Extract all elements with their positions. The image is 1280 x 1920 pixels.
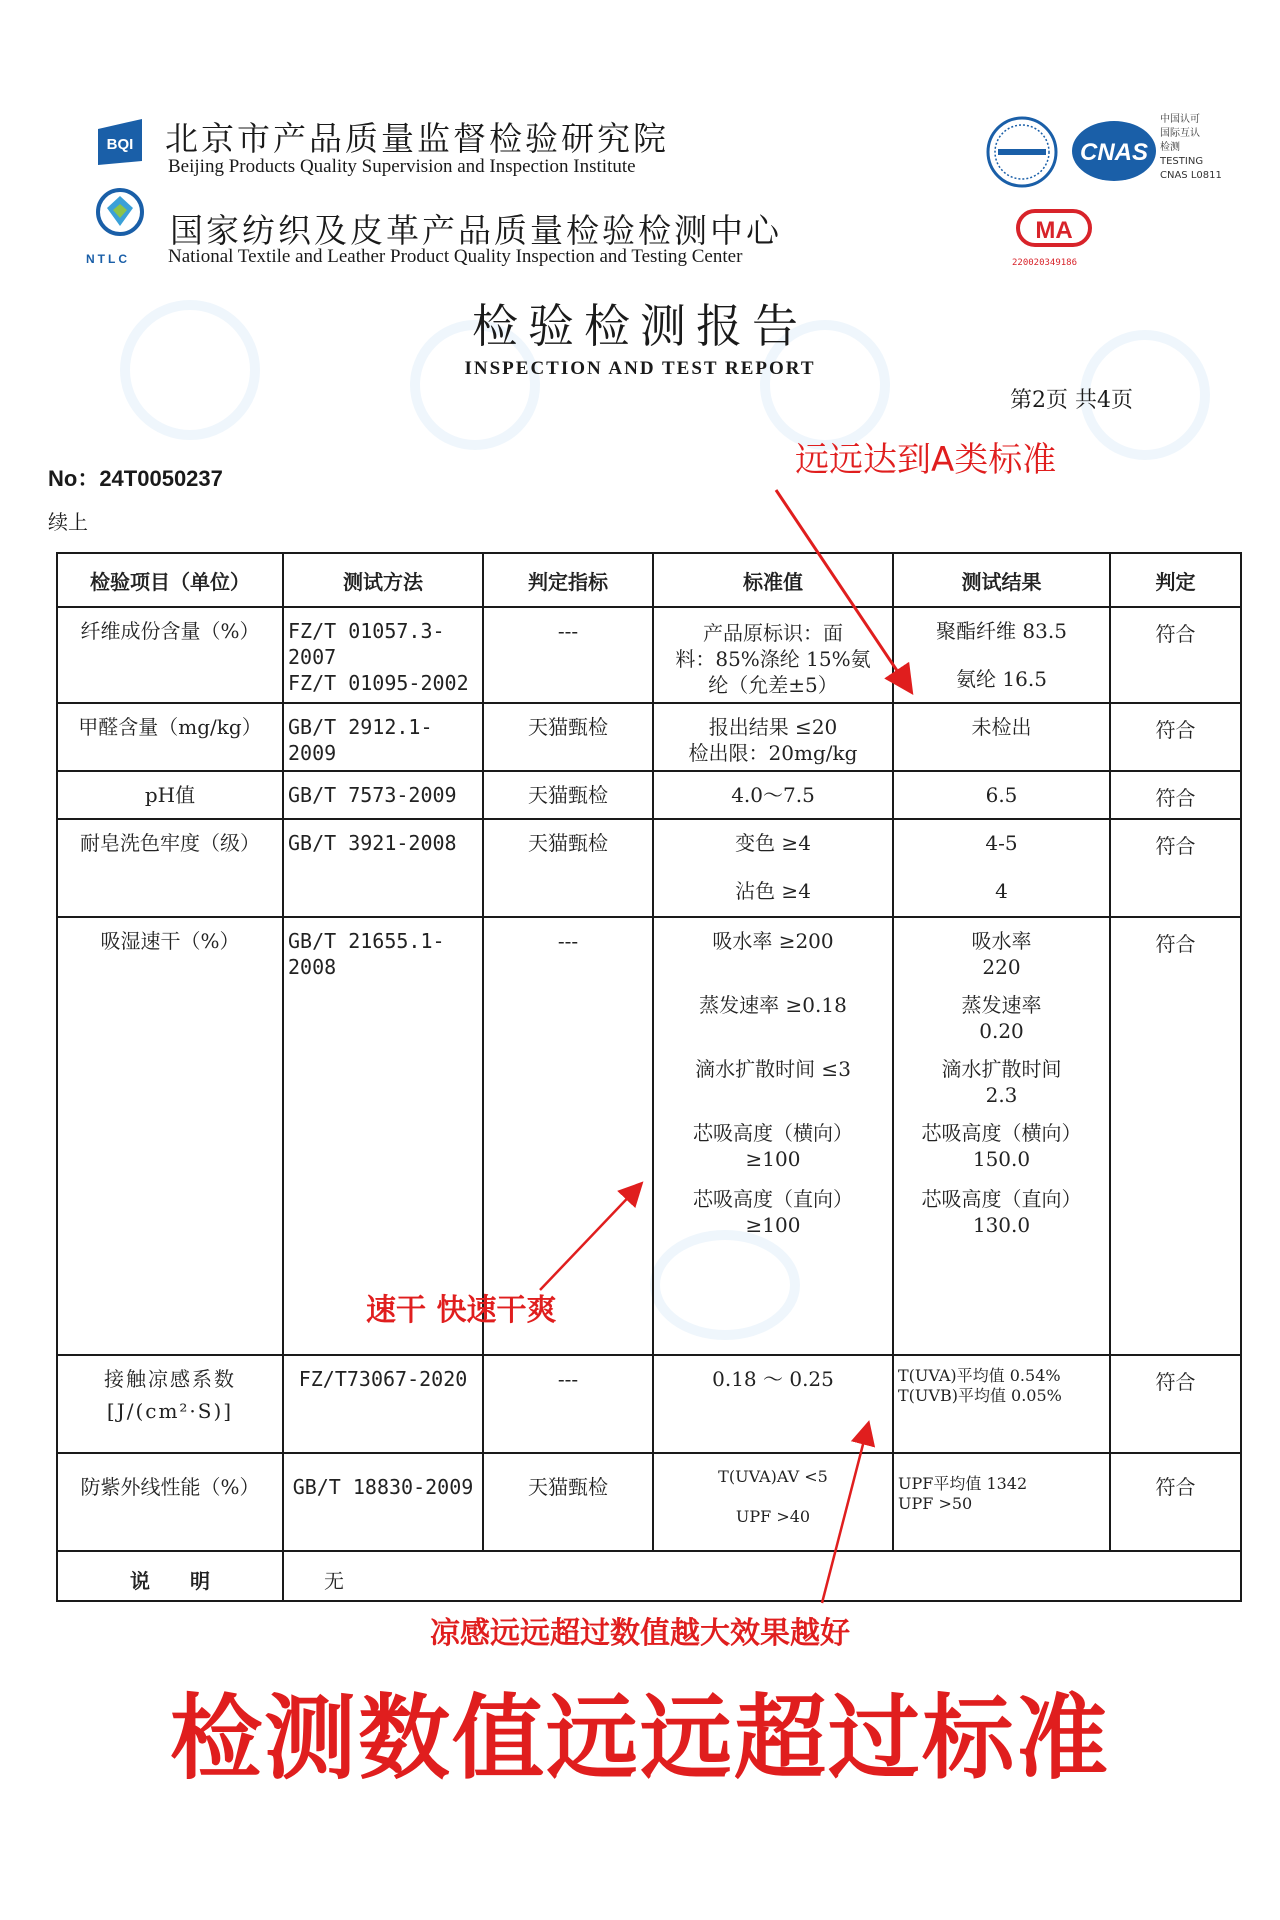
- standard-cell: 4.0～7.5: [653, 771, 893, 819]
- arrow-cooling: [822, 1425, 868, 1603]
- item-cell: 防紫外线性能（%）: [57, 1453, 283, 1551]
- cnas-side-line: 检测: [1160, 142, 1180, 153]
- column-header: 检验项目（单位）: [57, 553, 283, 607]
- column-header: 判定指标: [483, 553, 653, 607]
- verdict-cell: 符合: [1110, 1355, 1241, 1453]
- verdict-cell: 符合: [1110, 917, 1241, 1355]
- report-subtitle: INSPECTION AND TEST REPORT: [464, 358, 816, 379]
- continued-label: 续上: [48, 510, 88, 534]
- standard-cell: 0.18 ～ 0.25: [653, 1355, 893, 1453]
- standard-cell: 变色 ≥4 沾色 ≥4: [653, 819, 893, 917]
- result-cell: 6.5: [893, 771, 1110, 819]
- cnas-side-line: CNAS L0811: [1160, 170, 1222, 181]
- indicator-cell: 天猫甄检: [483, 1453, 653, 1551]
- item-cell: 吸湿速干（%）: [57, 917, 283, 1355]
- center-name-cn: 国家纺织及皮革产品质量检验检测中心: [170, 211, 782, 250]
- result-cell: T(UVA)平均值 0.54% T(UVB)平均值 0.05%: [893, 1355, 1110, 1453]
- standard-cell: 吸水率 ≥200 蒸发速率 ≥0.18 滴水扩散时间 ≤3 芯吸高度（横向） ≥100 芯吸高度（直向） ≥100: [653, 917, 893, 1355]
- result-cell: UPF平均值 1342 UPF >50: [893, 1453, 1110, 1551]
- item-cell: pH值: [57, 771, 283, 819]
- column-header: 标准值: [653, 553, 893, 607]
- center-name-en: National Textile and Leather Product Quality Inspection and Testing Center: [168, 246, 743, 267]
- standard-cell: 报出结果 ≤20 检出限：20mg/kg: [653, 703, 893, 771]
- item-cell: 甲醛含量（mg/kg）: [57, 703, 283, 771]
- indicator-cell: ---: [483, 1355, 653, 1453]
- verdict-cell: 符合: [1110, 607, 1241, 703]
- headline-annotation: 检测数值远远超过标准: [169, 1685, 1110, 1792]
- method-cell: GB/T 3921-2008: [283, 819, 483, 917]
- item-cell: 接触凉感系数 [J/(cm²·S)]: [57, 1355, 283, 1453]
- svg-text:MA: MA: [1035, 217, 1073, 244]
- indicator-cell: 天猫甄检: [483, 771, 653, 819]
- institute-name-cn: 北京市产品质量监督检验研究院: [165, 119, 669, 158]
- indicator-cell: 天猫甄检: [483, 703, 653, 771]
- note-label: 说 明: [57, 1551, 283, 1601]
- item-cell: 纤维成份含量（%）: [57, 607, 283, 703]
- column-header: 测试结果: [893, 553, 1110, 607]
- svg-text:BQI: BQI: [106, 136, 134, 153]
- column-header: 测试方法: [283, 553, 483, 607]
- indicator-cell: ---: [483, 917, 653, 1355]
- cnas-side-line: TESTING: [1160, 156, 1204, 167]
- svg-text:CNAS: CNAS: [1079, 139, 1149, 166]
- column-header: 判定: [1110, 553, 1241, 607]
- verdict-cell: 符合: [1110, 1453, 1241, 1551]
- a-class-annotation: 远远达到A类标准: [795, 440, 1057, 480]
- method-cell: GB/T 2912.1-2009: [283, 703, 483, 771]
- arrow-a-class: [776, 490, 910, 690]
- cnas-side-line: 国际互认: [1160, 128, 1200, 139]
- indicator-cell: 天猫甄检: [483, 819, 653, 917]
- indicator-cell: ---: [483, 607, 653, 703]
- fast-dry-annotation: 速干 快速干爽: [366, 1293, 557, 1328]
- result-cell: 4-5 4: [893, 819, 1110, 917]
- verdict-cell: 符合: [1110, 771, 1241, 819]
- method-cell: GB/T 21655.1-2008: [283, 917, 483, 1355]
- report-number: No：24T0050237: [48, 466, 223, 491]
- verdict-cell: 符合: [1110, 819, 1241, 917]
- result-cell: 聚酯纤维 83.5 氨纶 16.5: [893, 607, 1110, 703]
- note-value: 无: [283, 1551, 1241, 1601]
- cnas-side-line: 中国认可: [1160, 114, 1200, 125]
- standard-cell: T(UVA)AV <5 UPF >40: [653, 1453, 893, 1551]
- method-cell: GB/T 18830-2009: [283, 1453, 483, 1551]
- page-info: 第2页 共4页: [1010, 388, 1133, 413]
- report-title: 检验检测报告: [472, 299, 808, 353]
- ntlc-logo-text: NTLC: [86, 252, 130, 266]
- method-cell: FZ/T 01057.3-2007 FZ/T 01095-2002: [283, 607, 483, 703]
- result-cell: 未检出: [893, 703, 1110, 771]
- method-cell: GB/T 7573-2009: [283, 771, 483, 819]
- institute-name-en: Beijing Products Quality Supervision and Inspection Institute: [168, 156, 636, 177]
- arrow-fast-dry: [540, 1185, 640, 1290]
- standard-cell: 产品原标识：面 料：85%涤纶 15%氨 纶（允差±5）: [653, 607, 893, 703]
- ma-number: 220020349186: [1012, 258, 1078, 268]
- item-cell: 耐皂洗色牢度（级）: [57, 819, 283, 917]
- verdict-cell: 符合: [1110, 703, 1241, 771]
- method-cell: FZ/T73067-2020: [283, 1355, 483, 1453]
- cooling-annotation: 凉感远远超过数值越大效果越好: [430, 1616, 850, 1651]
- result-cell: 吸水率 220 蒸发速率 0.20 滴水扩散时间 2.3 芯吸高度（横向） 150.0 芯吸高度（直向） 130.0: [893, 917, 1110, 1355]
